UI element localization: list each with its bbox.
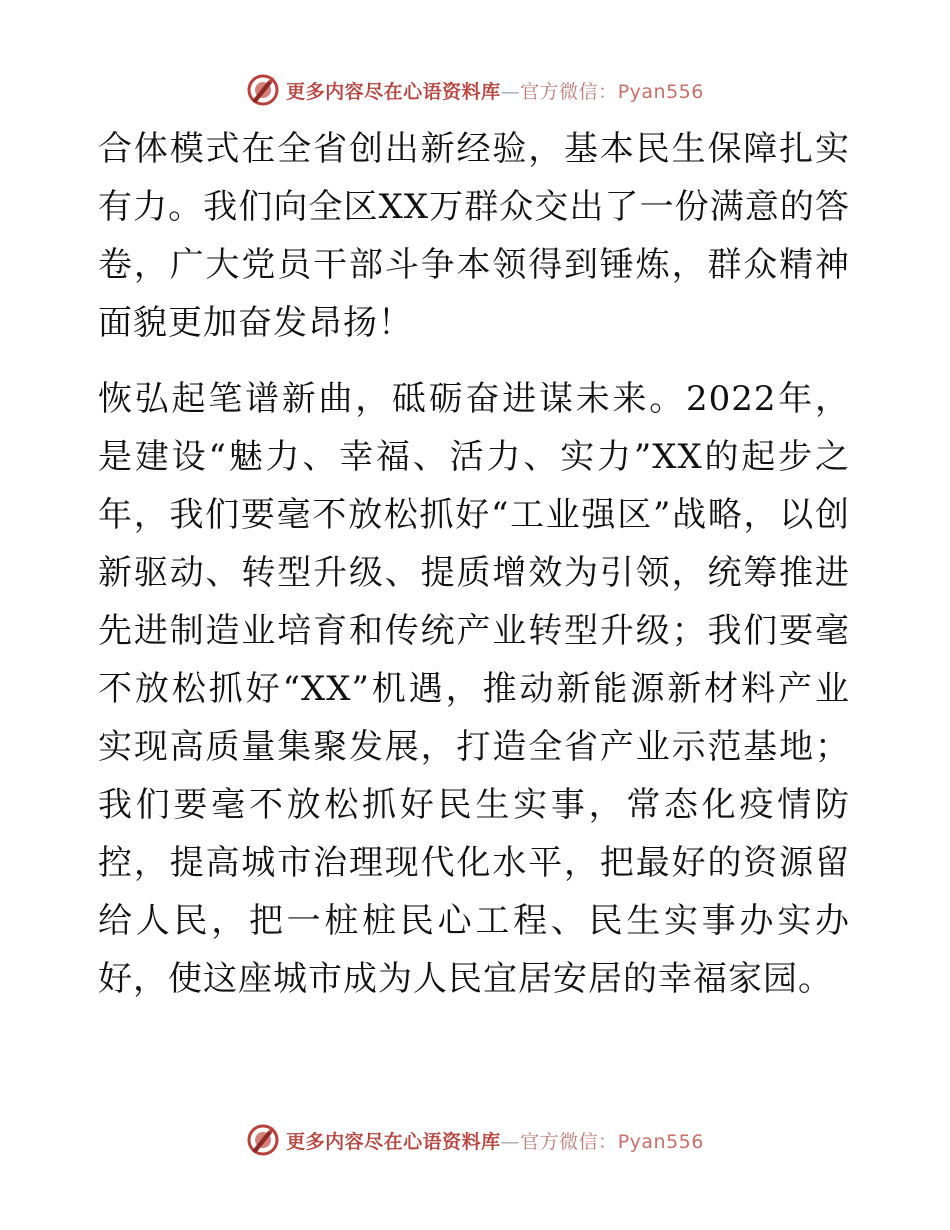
banner-separator: — [500, 1130, 521, 1153]
banner-contact-id: Pyan556 [617, 1130, 704, 1153]
banner-separator: — [500, 80, 521, 103]
banner-contact-label: 官方微信： [520, 1130, 618, 1153]
header-banner [0, 70, 950, 110]
paragraph: 合体模式在全省创出新经验，基本民生保障扎实有力。我们向全区XX万群众交出了一份满意的答卷，广大党员干部斗争本领得到锤炼，群众精神面貌更加奋发昂扬！ [98, 129, 850, 343]
banner-text [286, 1127, 704, 1154]
banner-contact-label: 官方微信： [520, 80, 618, 103]
banner-text [286, 77, 704, 104]
footer-banner [0, 1120, 950, 1160]
document-body [98, 120, 850, 1008]
banner-main-text: 更多内容尽在心语资料库 [286, 80, 501, 103]
quill-seal-icon [246, 1123, 280, 1157]
paragraph: 恢弘起笔谱新曲，砥砺奋进谋未来。2022年，是建设“魅力、幸福、活力、实力”XX的起步之年，我们要毫不放松抓好“工业强区”战略，以创新驱动、转型升级、提质增效为引领，统筹推进先进制造业培育和传统产业转型升级；我们要毫不放松抓好“XX”机遇，推动新能源新材料产业实现高质量集聚发展，打造全省产业示范基地；我们要毫不放松抓好民生实事，常态化疫情防控，提高城市治理现代化水平，把最好的资源留给人民，把一桩桩民心工程、民生实事办实办好，使这座城市成为人民宜居安居的幸福家园。 [98, 379, 850, 999]
banner-main-text: 更多内容尽在心语资料库 [286, 1130, 501, 1153]
banner-contact-id: Pyan556 [617, 80, 704, 103]
quill-seal-icon [246, 73, 280, 107]
